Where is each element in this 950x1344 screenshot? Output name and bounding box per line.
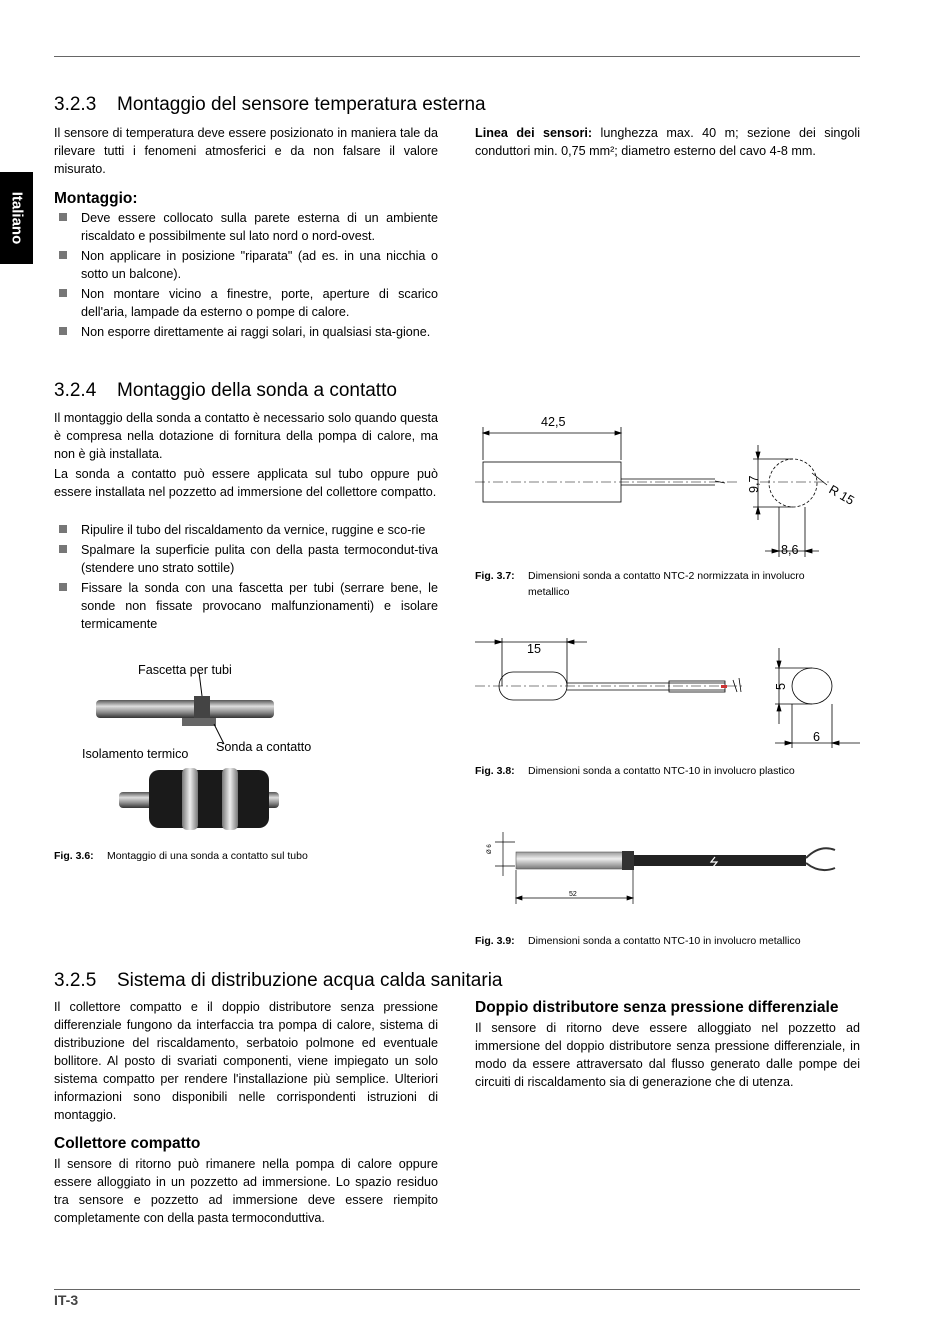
label-clamp: Fascetta per tubi: [138, 663, 232, 677]
label-probe: Sonda a contatto: [216, 740, 312, 754]
sensor-line-text: lunghezza max. 40 m; sezione dei singoli conduttori min. 0,75 mm²; diametro esterno del cavo 4-8 mm.: [475, 126, 861, 158]
collettore-heading: Collettore compatto: [54, 1135, 201, 1152]
contact-probe: [182, 718, 216, 726]
montaggio-heading: Montaggio:: [54, 190, 138, 207]
fig-3-6-illustration: [54, 658, 444, 833]
doppio-text: Il sensore di ritorno deve essere alloggiato nel pozzetto ad immersione del doppio distributore senza pressione differenziale, in modo da essere attraversato dal flusso generato dalle pompe dei circuiti di riscaldamento sia di generazione che di utenza.: [475, 1021, 860, 1089]
header-rule: [54, 56, 860, 57]
sec324-list: [54, 521, 438, 635]
dim-length: 42,5: [541, 415, 566, 429]
square-bullet-icon: [59, 583, 67, 591]
dim-height: 9,7: [747, 475, 761, 493]
square-bullet-icon: [59, 545, 67, 553]
sec324-p1: Il montaggio della sonda a contatto è necessario solo quando questa è compresa nella dotazione di fornitura della pompa di calore, ma non è già installata.: [54, 411, 438, 461]
sec323-intro: Il sensore di temperatura deve essere posizionato in maniera tale da rilevare tutti i fenomeni atmosferici e da non falsare il valore misurato.: [54, 126, 438, 176]
fig-3-6-caption: Fig. 3.6: Montaggio di una sonda a contatto sul tubo: [54, 850, 308, 862]
section-number: 3.2.4: [54, 380, 97, 401]
list-item: Non applicare in posizione "riparata" (ad es. in una nicchia o sotto un balcone).: [54, 247, 438, 283]
fig-3-7-caption: Fig. 3.7: Dimensioni sonda a contatto NTC-2 normizzata in involucro metallico: [475, 570, 805, 598]
section-3-2-3-heading: [54, 94, 486, 116]
sec325-intro: Il collettore compatto e il doppio distributore senza pressione differenziale fungono da interfaccia tra pompa di calore, sistema di distribuzione del riscaldamento, serbatoio polmone ed eventuale bollitore. Al posto di svariati componenti, viene impiegato un solo sistema compatto per rendere l'installazione più semplice. Ulteriori informazioni sono disponibili nelle corrispondenti istruzioni di montaggio.: [54, 1000, 438, 1122]
label-insulation: Isolamento termico: [82, 747, 189, 761]
section-number: 3.2.3: [54, 94, 97, 115]
metal-sleeve: [516, 852, 628, 869]
square-bullet-icon: [59, 251, 67, 259]
list-item: Deve essere collocato sulla parete esterna di un ambiente riscaldato e possibilmente sul lato nord o nord-ovest.: [54, 209, 438, 245]
montaggio-list: [54, 209, 438, 343]
dim-length: 52: [569, 891, 577, 898]
fig-3-7-drawing: [475, 405, 865, 565]
list-item: Ripulire il tubo del riscaldamento da vernice, ruggine e sco-rie: [54, 521, 438, 539]
section-number: 3.2.5: [54, 970, 97, 991]
page-number: IT-3: [54, 1292, 79, 1308]
section-title: Montaggio del sensore temperatura esterna: [117, 94, 486, 115]
collettore-text: Il sensore di ritorno può rimanere nella pompa di calore oppure essere alloggiato in un pozzetto ad immersione. Lo spazio residuo tra sensore e pozzetto ad immersione deve essere riempito completamente con della pasta termoconduttiva.: [54, 1157, 438, 1225]
list-item: Fissare la sonda con una fascetta per tubi (serrare bene, le sonde non fissate provocano malfunzionamenti) e isolare termicamente: [54, 579, 438, 633]
fig-3-9-drawing: [475, 832, 865, 912]
section-3-2-4-heading: [54, 380, 397, 402]
square-bullet-icon: [59, 525, 67, 533]
sensor-line-spec: [475, 124, 860, 160]
square-bullet-icon: [59, 213, 67, 221]
dim-radius: R 15: [826, 482, 857, 508]
section-title: Sistema di distribuzione acqua calda sanitaria: [117, 970, 503, 991]
section-3-2-5-heading: [54, 970, 503, 992]
square-bullet-icon: [59, 289, 67, 297]
list-item: Non montare vicino a finestre, porte, aperture di scarico dell'aria, lampade da esterno o pompe di calore.: [54, 285, 438, 321]
language-tab-label: Italiano: [8, 191, 25, 245]
pipe-upper: [96, 700, 274, 718]
fig-3-8-caption: Fig. 3.8: Dimensioni sonda a contatto NTC-10 in involucro plastico: [475, 765, 795, 777]
section-title: Montaggio della sonda a contatto: [117, 380, 397, 401]
footer-rule: [54, 1289, 860, 1290]
sensor-line-label: Linea dei sensori:: [475, 126, 593, 140]
sec324-p2: La sonda a contatto può essere applicata sul tubo oppure può essere installata nel pozzetto ad immersione del collettore compatto.: [54, 467, 438, 499]
dim-length: 15: [527, 642, 542, 656]
dim-width: 8,6: [781, 543, 799, 557]
fig-3-8-drawing: [475, 628, 865, 753]
fig-3-9-caption: Fig. 3.9: Dimensioni sonda a contatto NTC-10 in involucro metallico: [475, 935, 801, 947]
dim-diameter: Ø 6: [487, 844, 493, 854]
dim-width: 6: [813, 730, 821, 744]
language-tab: [0, 172, 33, 264]
dim-height: 5: [774, 682, 788, 690]
cable: [634, 855, 806, 866]
square-bullet-icon: [59, 327, 67, 335]
list-item: Non esporre direttamente ai raggi solari, in qualsiasi sta-gione.: [54, 323, 438, 341]
thermal-insulation: [149, 770, 269, 828]
list-item: Spalmare la superficie pulita con della pasta termocondut-tiva (stendere uno strato sottile): [54, 541, 438, 577]
doppio-heading: Doppio distributore senza pressione differenziale: [475, 999, 839, 1016]
